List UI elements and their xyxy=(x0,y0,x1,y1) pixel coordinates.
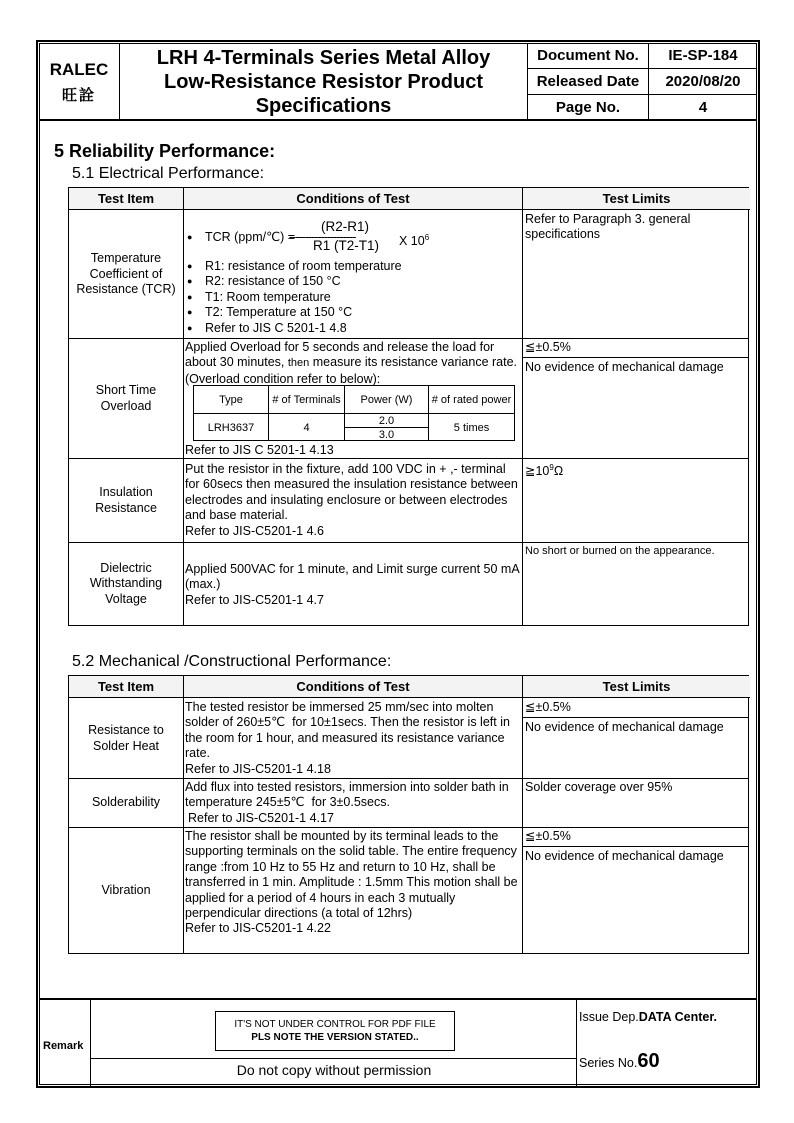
mechanical-table xyxy=(68,675,749,954)
table-row-solder-heat xyxy=(69,699,748,779)
list-item: ● T1: Room temperature xyxy=(185,290,521,305)
solderability-refer: Refer to JIS-C5201-1 4.17 xyxy=(188,810,334,825)
tcr-definitions xyxy=(185,259,521,336)
table-row-dielectric xyxy=(69,543,748,625)
solder-heat-refer: Refer to JIS-C5201-1 4.18 xyxy=(185,761,331,776)
col-header-limits: Test Limits xyxy=(523,676,750,698)
solderability-text: Add flux into tested resistors, immersion into solder bath in temperature 245±5℃ for 3±0.5secs. xyxy=(185,780,509,810)
dielectric-refer: Refer to JIS-C5201-1 4.7 xyxy=(185,592,324,607)
insulation-refer: Refer to JIS-C5201-1 4.6 xyxy=(185,523,324,538)
test-item-dielectric: Dielectric Withstanding Voltage xyxy=(89,560,163,606)
document-meta xyxy=(528,43,757,121)
ovl-cell-power-1: 2.0 xyxy=(345,414,429,428)
dielectric-text: Applied 500VAC for 1 minute, and Limit surge current 50 mA (max.) xyxy=(185,562,519,592)
ovl-header-power: Power (W) xyxy=(345,386,429,414)
issue-department: Issue Dep.DATA Center. xyxy=(579,1010,718,1024)
title-line-2: Low-Resistance Resistor Product xyxy=(164,71,483,93)
overload-text: Applied Overload for 5 seconds and release the load for about 30 minutes, then measure its resistance variance rate. (Overload condition refer to below): xyxy=(185,340,518,386)
ovl-header-type: Type xyxy=(194,386,269,414)
ovl-cell-rated: 5 times xyxy=(453,421,490,434)
meta-released xyxy=(528,69,757,95)
title-line-1: LRH 4-Terminals Series Metal Alloy xyxy=(156,47,491,69)
ovl-header-terminals: # of Terminals xyxy=(269,386,345,414)
table-row-vibration xyxy=(69,828,748,953)
logo-text-en: RALEC xyxy=(49,60,109,79)
ovl-cell-terminals: 4 xyxy=(269,414,345,441)
released-label: Released Date xyxy=(528,69,649,95)
col-header-item: Test Item xyxy=(69,188,183,210)
col-header-conditions: Conditions of Test xyxy=(183,188,523,210)
copy-notice: Do not copy without permission xyxy=(91,1058,577,1087)
page-label: Page No. xyxy=(528,95,649,121)
limits-solder-heat xyxy=(525,699,748,778)
solder-heat-limit-variance: ≦±0.5% xyxy=(525,700,571,714)
electrical-table xyxy=(68,187,749,626)
fraction-bar: --------------------- xyxy=(289,230,356,244)
vibration-refer: Refer to JIS-C5201-1 4.22 xyxy=(185,921,331,936)
tcr-numerator: (R2-R1) xyxy=(321,219,370,234)
insulation-text: Put the resistor in the fixture, add 100 VDC in + ,- terminal for 60secs then measured the insulation resistance between electrodes and insulating enclosure or between electrodes and base material. xyxy=(185,462,518,523)
test-item-overload: Short Time Overload xyxy=(95,383,157,413)
pdf-control-notice xyxy=(215,1011,455,1051)
table-row-overload xyxy=(69,339,748,459)
vibration-text: The resistor shall be mounted by its terminal leads to the supporting terminals on the solid table. The entire frequency range :from 10 Hz to 55 Hz and return to 10 Hz, shall be transferred in 1 min. Amplitude : 1.5mm This motion shall be applied for a period of 4 hours in each 3 mutually perpendicular directions (a total of 12hrs) xyxy=(185,829,518,921)
meta-page xyxy=(528,95,757,121)
limits-vibration xyxy=(525,828,748,953)
series-number: Series No.60 xyxy=(579,1050,660,1072)
overload-limit-variance: ≦±0.5% xyxy=(525,340,571,354)
notice-line-2: PLS NOTE THE VERSION STATED.. xyxy=(251,1032,419,1043)
conditions-insulation xyxy=(185,459,521,542)
conditions-dielectric xyxy=(185,543,521,625)
test-item-vibration: Vibration xyxy=(101,882,151,897)
list-item: ● T2: Temperature at 150 °C xyxy=(185,305,521,320)
vibration-limit-variance: ≦±0.5% xyxy=(525,829,571,843)
ovl-header-rated: # of rated power xyxy=(429,386,514,414)
conditions-vibration xyxy=(185,828,521,953)
document-title xyxy=(120,43,528,121)
company-logo xyxy=(39,43,120,121)
solder-heat-limit-damage: No evidence of mechanical damage xyxy=(525,720,724,734)
col-header-limits: Test Limits xyxy=(523,188,750,210)
table-row-solderability xyxy=(69,779,748,828)
test-item-insulation: Insulation Resistance xyxy=(95,485,157,515)
list-item: ● R1: resistance of room temperature xyxy=(185,259,521,274)
col-header-conditions: Conditions of Test xyxy=(183,676,523,698)
tcr-denominator: R1 (T2-T1) xyxy=(313,238,380,253)
solder-heat-text: The tested resistor be immersed 25 mm/sec into molten solder of 260±5℃ for 10±1secs. Then the resistor is left in the room for 1 hour, and measured its resistance variance rate. xyxy=(185,700,510,761)
test-item-tcr: Temperature Coefficient of Resistance (TCR) xyxy=(76,251,176,297)
footer-notice-area xyxy=(91,1000,577,1087)
conditions-overload xyxy=(185,339,521,458)
document-header xyxy=(39,43,757,121)
vibration-limit-damage: No evidence of mechanical damage xyxy=(525,849,724,863)
doc-no-label: Document No. xyxy=(528,43,649,69)
tcr-formula xyxy=(185,212,521,254)
table-row-tcr xyxy=(69,211,748,339)
test-item-solderability: Solderability xyxy=(91,795,161,810)
limits-solderability: Solder coverage over 95% xyxy=(525,780,673,794)
remark-label: Remark xyxy=(39,1000,91,1087)
overload-limit-damage: No evidence of mechanical damage xyxy=(525,360,724,374)
bullet-icon: ● xyxy=(187,232,193,242)
overload-condition-table xyxy=(193,385,515,441)
meta-doc-no xyxy=(528,43,757,69)
tcr-multiplier: X $10^6$ xyxy=(399,233,430,249)
ovl-cell-type: LRH3637 xyxy=(194,414,269,441)
doc-no-value: IE-SP-184 xyxy=(668,47,738,64)
document-footer xyxy=(39,998,757,1085)
page-value: 4 xyxy=(698,99,708,116)
title-line-3: Specifications xyxy=(255,95,392,117)
conditions-solder-heat xyxy=(185,699,521,778)
list-item: ● Refer to JIS C 5201-1 4.8 xyxy=(185,321,521,336)
limits-insulation: $≧10^9\Omega$ xyxy=(525,463,564,479)
limits-tcr: Refer to Paragraph 3. general specifications xyxy=(525,212,691,242)
table-row-insulation xyxy=(69,459,748,543)
test-item-solder-heat: Resistance to Solder Heat xyxy=(88,723,164,753)
list-item: ● R2: resistance of 150 °C xyxy=(185,274,521,289)
limits-overload xyxy=(525,339,748,458)
section-title: 5 Reliability Performance: xyxy=(54,141,276,161)
conditions-solderability xyxy=(185,779,521,827)
ovl-cell-power-2: 3.0 xyxy=(345,428,429,441)
logo-text-cn: 旺詮 xyxy=(61,87,96,104)
conditions-tcr xyxy=(185,211,521,338)
subsection-electrical: 5.1 Electrical Performance: xyxy=(72,165,265,182)
subsection-mechanical: 5.2 Mechanical /Constructional Performance: xyxy=(72,653,392,670)
col-header-item: Test Item xyxy=(69,676,183,698)
tcr-label: TCR (ppm/℃) = xyxy=(205,230,296,244)
overload-refer: Refer to JIS C 5201-1 4.13 xyxy=(185,443,334,457)
notice-line-1: IT'S NOT UNDER CONTROL FOR PDF FILE xyxy=(234,1019,436,1030)
limits-dielectric: No short or burned on the appearance. xyxy=(525,545,715,557)
released-value: 2020/08/20 xyxy=(665,73,741,90)
